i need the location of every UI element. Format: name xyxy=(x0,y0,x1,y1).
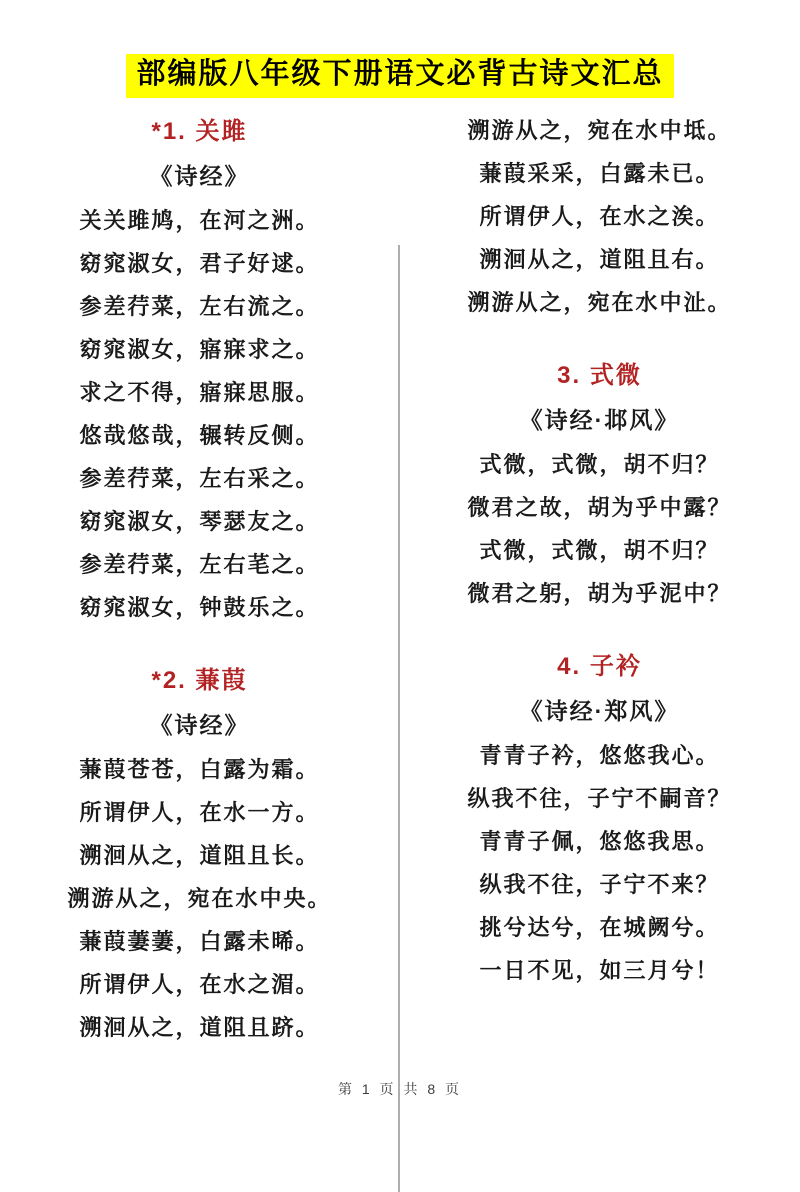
poem-line: 青青子佩，悠悠我思。 xyxy=(479,828,720,854)
poem-line: 求之不得，寤寐思服。 xyxy=(79,379,320,405)
poem-line: 一日不见，如三月兮！ xyxy=(479,957,720,983)
poem-line: 式微，式微，胡不归？ xyxy=(479,451,720,477)
poem-line: 溯游从之，宛在水中央。 xyxy=(67,885,332,911)
poem-jianjia-continued xyxy=(399,117,800,315)
poem-line: 微君之躬，胡为乎泥中？ xyxy=(467,580,732,606)
poem-zijin xyxy=(399,652,800,983)
poem-source-zijin: 《诗经·郑风》 xyxy=(519,697,680,724)
poem-line: 悠哉悠哉，辗转反侧。 xyxy=(79,422,320,448)
poem-line: 挑兮达兮，在城阙兮。 xyxy=(479,914,720,940)
poem-line: 溯洄从之，道阻且长。 xyxy=(79,842,320,868)
content-columns xyxy=(0,117,800,1060)
poem-source-shiwei: 《诗经·邶风》 xyxy=(519,406,680,433)
poem-line: 窈窕淑女，君子好逑。 xyxy=(79,250,320,276)
poem-line: 溯洄从之，道阻且右。 xyxy=(479,246,720,272)
poem-line: 纵我不往，子宁不嗣音？ xyxy=(467,785,732,811)
poem-line: 纵我不往，子宁不来？ xyxy=(479,871,720,897)
poem-line: 蒹葭苍苍，白露为霜。 xyxy=(79,756,320,782)
poem-line: 蒹葭采采，白露未已。 xyxy=(479,160,720,186)
document-header xyxy=(0,0,800,98)
poem-line: 参差荇菜，左右芼之。 xyxy=(79,551,320,577)
poem-heading-guanju: *1. 关雎 xyxy=(151,117,248,145)
poem-line: 青青子衿，悠悠我心。 xyxy=(479,742,720,768)
poem-heading-shiwei: 3. 式微 xyxy=(557,361,642,389)
page-footer xyxy=(0,1079,800,1099)
poem-line: 溯游从之，宛在水中沚。 xyxy=(467,289,732,315)
column-divider xyxy=(398,245,400,1192)
poem-line: 溯游从之，宛在水中坻。 xyxy=(467,117,732,143)
poem-line: 参差荇菜，左右采之。 xyxy=(79,465,320,491)
poem-guanju xyxy=(0,117,399,620)
page-number: 第 1 页 共 8 页 xyxy=(337,1081,463,1097)
poem-line: 所谓伊人，在水之湄。 xyxy=(79,971,320,997)
poem-line: 参差荇菜，左右流之。 xyxy=(79,293,320,319)
poem-source-guanju: 《诗经》 xyxy=(149,162,250,189)
poem-line: 所谓伊人，在水之涘。 xyxy=(479,203,720,229)
poem-heading-jianjia: *2. 蒹葭 xyxy=(151,666,248,694)
poem-line: 蒹葭萋萋，白露未晞。 xyxy=(79,928,320,954)
poem-line: 窈窕淑女，寤寐求之。 xyxy=(79,336,320,362)
poem-line: 式微，式微，胡不归？ xyxy=(479,537,720,563)
poem-line: 溯洄从之，道阻且跻。 xyxy=(79,1014,320,1040)
poem-shiwei xyxy=(399,361,800,606)
right-column xyxy=(399,117,800,1060)
poem-line: 微君之故，胡为乎中露？ xyxy=(467,494,732,520)
poem-line: 所谓伊人，在水一方。 xyxy=(79,799,320,825)
poem-line: 关关雎鸠，在河之洲。 xyxy=(79,207,320,233)
poem-jianjia xyxy=(0,666,399,1040)
poem-line: 窈窕淑女，钟鼓乐之。 xyxy=(79,594,320,620)
poem-heading-zijin: 4. 子衿 xyxy=(557,652,642,680)
poem-source-jianjia: 《诗经》 xyxy=(149,711,250,738)
document-title: 部编版八年级下册语文必背古诗文汇总 xyxy=(126,54,673,98)
poem-line: 窈窕淑女，琴瑟友之。 xyxy=(79,508,320,534)
left-column xyxy=(0,117,399,1060)
